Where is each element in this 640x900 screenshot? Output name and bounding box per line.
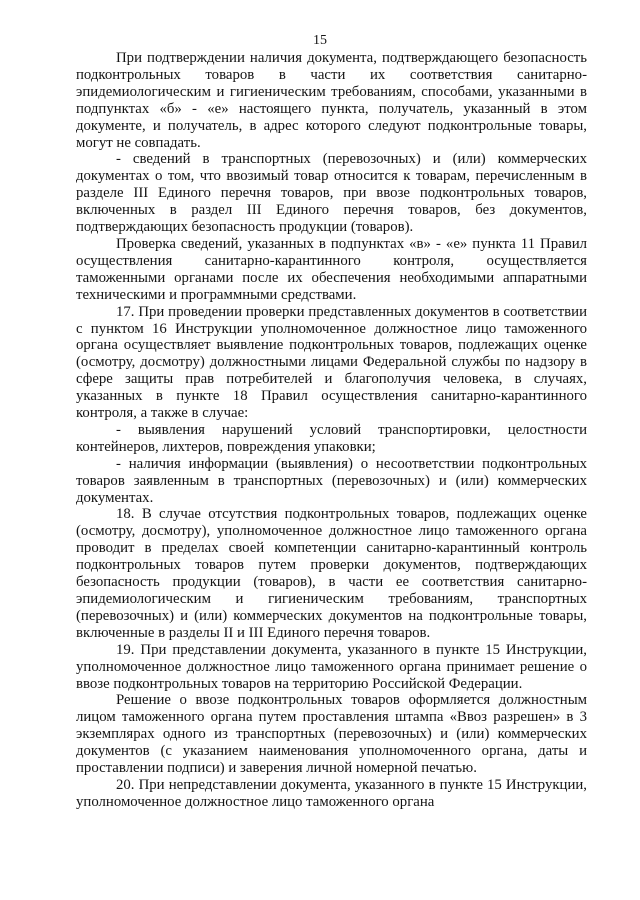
paragraph-item-20: 20. При непредставлении документа, указанного в пункте 15 Инструкции, уполномоченное должностное лицо таможенного органа	[76, 776, 587, 810]
paragraph-transport-violations: - выявления нарушений условий транспортировки, целостности контейнеров, лихтеров, повреждения упаковки;	[76, 421, 587, 455]
paragraph-section-three-goods: - сведений в транспортных (перевозочных) и (или) коммерческих документах о том, что ввозимый товар относится к товарам, перечисленным в разделе III Единого перечня товаров, при ввозе подконтрольных товаров, включенных в раздел III Единого перечня товаров, без документов, подтверждающих безопасность продукции (товаров).	[76, 151, 587, 236]
paragraph-evidence-recipient: При подтверждении наличия документа, подтверждающего безопасность подконтрольных товаров в части их соответствия санитарно-эпидемиологическим и гигиеническим требованиям, способами, указанными в подпунктах «б» - «е» настоящего пункта, получатель, указанный в этом документе, и получатель, в адрес которого следуют подконтрольные товары, могут не совпадать.	[76, 50, 587, 151]
paragraph-import-decision: Решение о ввозе подконтрольных товаров оформляется должностным лицом таможенного органа путем проставления штампа «Ввоз разрешен» в 3 экземплярах одного из транспортных (перевозочных) и (или) коммерческих документов (с указанием наименования уполномоченного органа, даты и проставлении подписи) и заверения личной номерной печатью.	[76, 692, 587, 777]
page-number: 15	[313, 33, 327, 48]
paragraph-item-18: 18. В случае отсутствия подконтрольных товаров, подлежащих оценке (осмотру, досмотру), уполномоченное должностное лицо таможенного органа проводит в пределах своей компетенции санитарно-карантинный контроль подконтрольных товаров путем проверки документов, подтверждающих безопасность продукции (товаров), в части ее соответствия санитарно-эпидемиологическим и гигиеническим требованиям, транспортных (перевозочных) и (или) коммерческих документов на подконтрольные товары, включенные в разделы II и III Единого перечня товаров.	[76, 506, 587, 641]
body-text	[76, 50, 587, 811]
paragraph-item-17: 17. При проведении проверки представленных документов в соответствии с пунктом 16 Инструкции уполномоченное должностное лицо таможенного органа осуществляет выявление подконтрольных товаров, подлежащих оценке (осмотру, досмотру) должностными лицами Федеральной службы по надзору в сфере защиты прав потребителей и благополучия человека, в случаях, указанных в пункте 18 Правил осуществления санитарно-карантинного контроля, а также в случае:	[76, 303, 587, 422]
paragraph-verification-subpoints: Проверка сведений, указанных в подпунктах «в» - «е» пункта 11 Правил осуществления санитарно-карантинного контроля, осуществляется таможенными органами после их обеспечения необходимыми аппаратными техническими и программными средствами.	[76, 235, 587, 303]
paragraph-item-19: 19. При представлении документа, указанного в пункте 15 Инструкции, уполномоченное должностное лицо таможенного органа принимает решение о ввозе подконтрольных товаров на территорию Российской Федерации.	[76, 641, 587, 692]
paragraph-information-mismatch: - наличия информации (выявления) о несоответствии подконтрольных товаров заявленным в транспортных (перевозочных) и (или) коммерческих документах.	[76, 455, 587, 506]
